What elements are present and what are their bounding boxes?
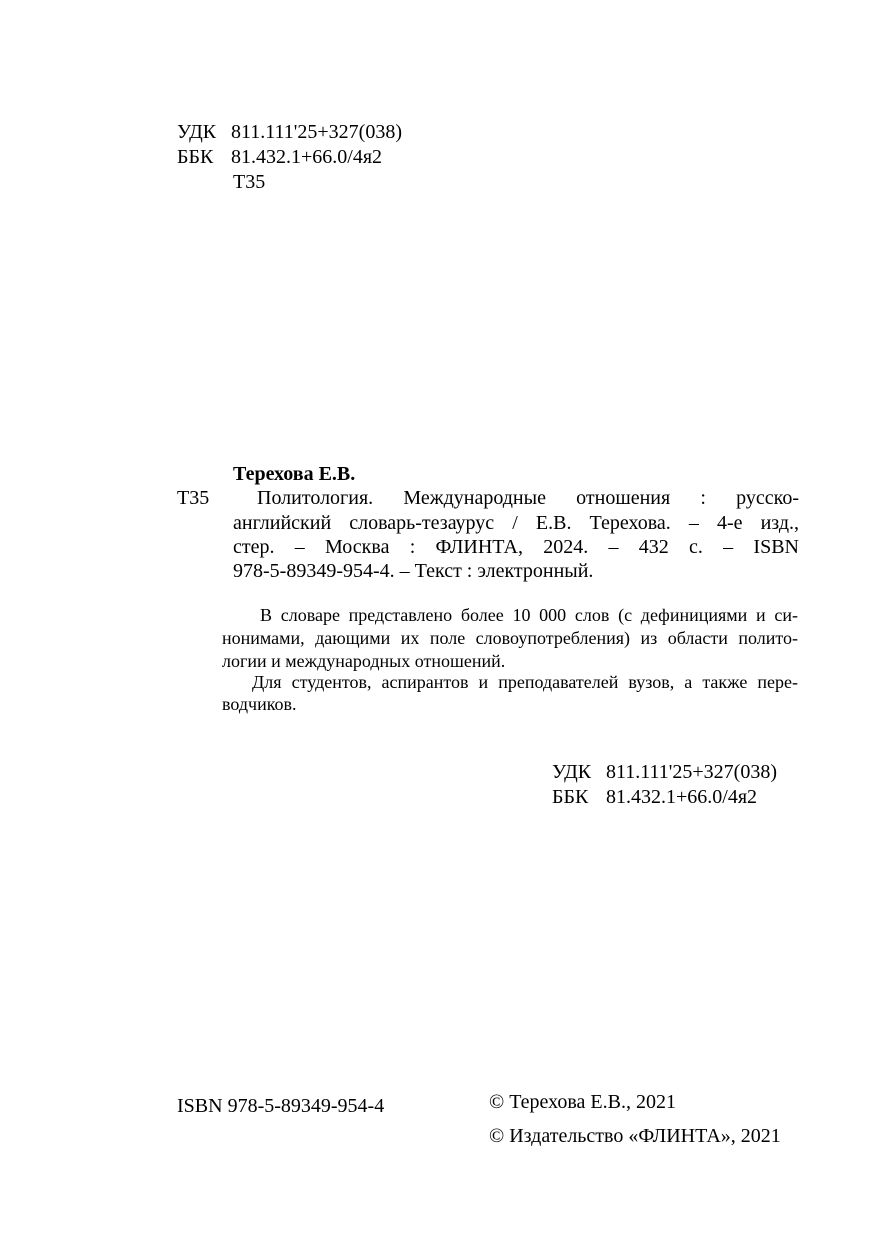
annotation-line-2: нонимами, дающими их поле словоупотребления) из области полито- xyxy=(222,628,798,648)
annotation-line-4: Для студентов, аспирантов и преподавателей вузов, а также пере- xyxy=(252,672,798,692)
udk-label: УДК xyxy=(177,121,217,143)
bib-line-1: Политология. Международные отношения : русско- xyxy=(257,487,799,509)
bib-line-2: английский словарь-тезаурус / Е.В. Терехова. – 4-е изд., xyxy=(233,512,799,534)
bbk-label: ББК xyxy=(552,786,589,808)
bib-line-4: 978-5-89349-954-4. – Текст : электронный. xyxy=(233,560,594,582)
isbn-line: ISBN 978-5-89349-954-4 xyxy=(177,1095,385,1117)
annotation-line-5: водчиков. xyxy=(222,694,297,714)
bbk-value: 81.432.1+66.0/4я2 xyxy=(606,786,758,808)
author-heading: Терехова Е.В. xyxy=(233,463,356,485)
bottom-udk-line xyxy=(552,760,777,784)
annotation-line-3: логии и международных отношений. xyxy=(222,651,506,671)
annotation-line-1: В словаре представлено более 10 000 слов (с дефинициями и си- xyxy=(260,605,798,625)
copyright-author: © Терехова Е.В., 2021 xyxy=(489,1091,676,1113)
bib-author-mark: Т35 xyxy=(177,487,210,509)
udk-value: 811.111'25+327(038) xyxy=(606,761,777,783)
top-udk-line xyxy=(177,120,402,144)
bottom-bbk-line xyxy=(552,785,757,809)
udk-value: 811.111'25+327(038) xyxy=(231,121,402,143)
udk-label: УДК xyxy=(552,761,592,783)
top-author-mark: Т35 xyxy=(233,171,266,193)
top-bbk-line xyxy=(177,145,382,169)
copyright-publisher: © Издательство «ФЛИНТА», 2021 xyxy=(489,1125,781,1147)
bib-line-3: стер. – Москва : ФЛИНТА, 2024. – 432 с. – ISBN xyxy=(233,536,799,558)
bbk-label: ББК xyxy=(177,146,214,168)
bbk-value: 81.432.1+66.0/4я2 xyxy=(231,146,383,168)
